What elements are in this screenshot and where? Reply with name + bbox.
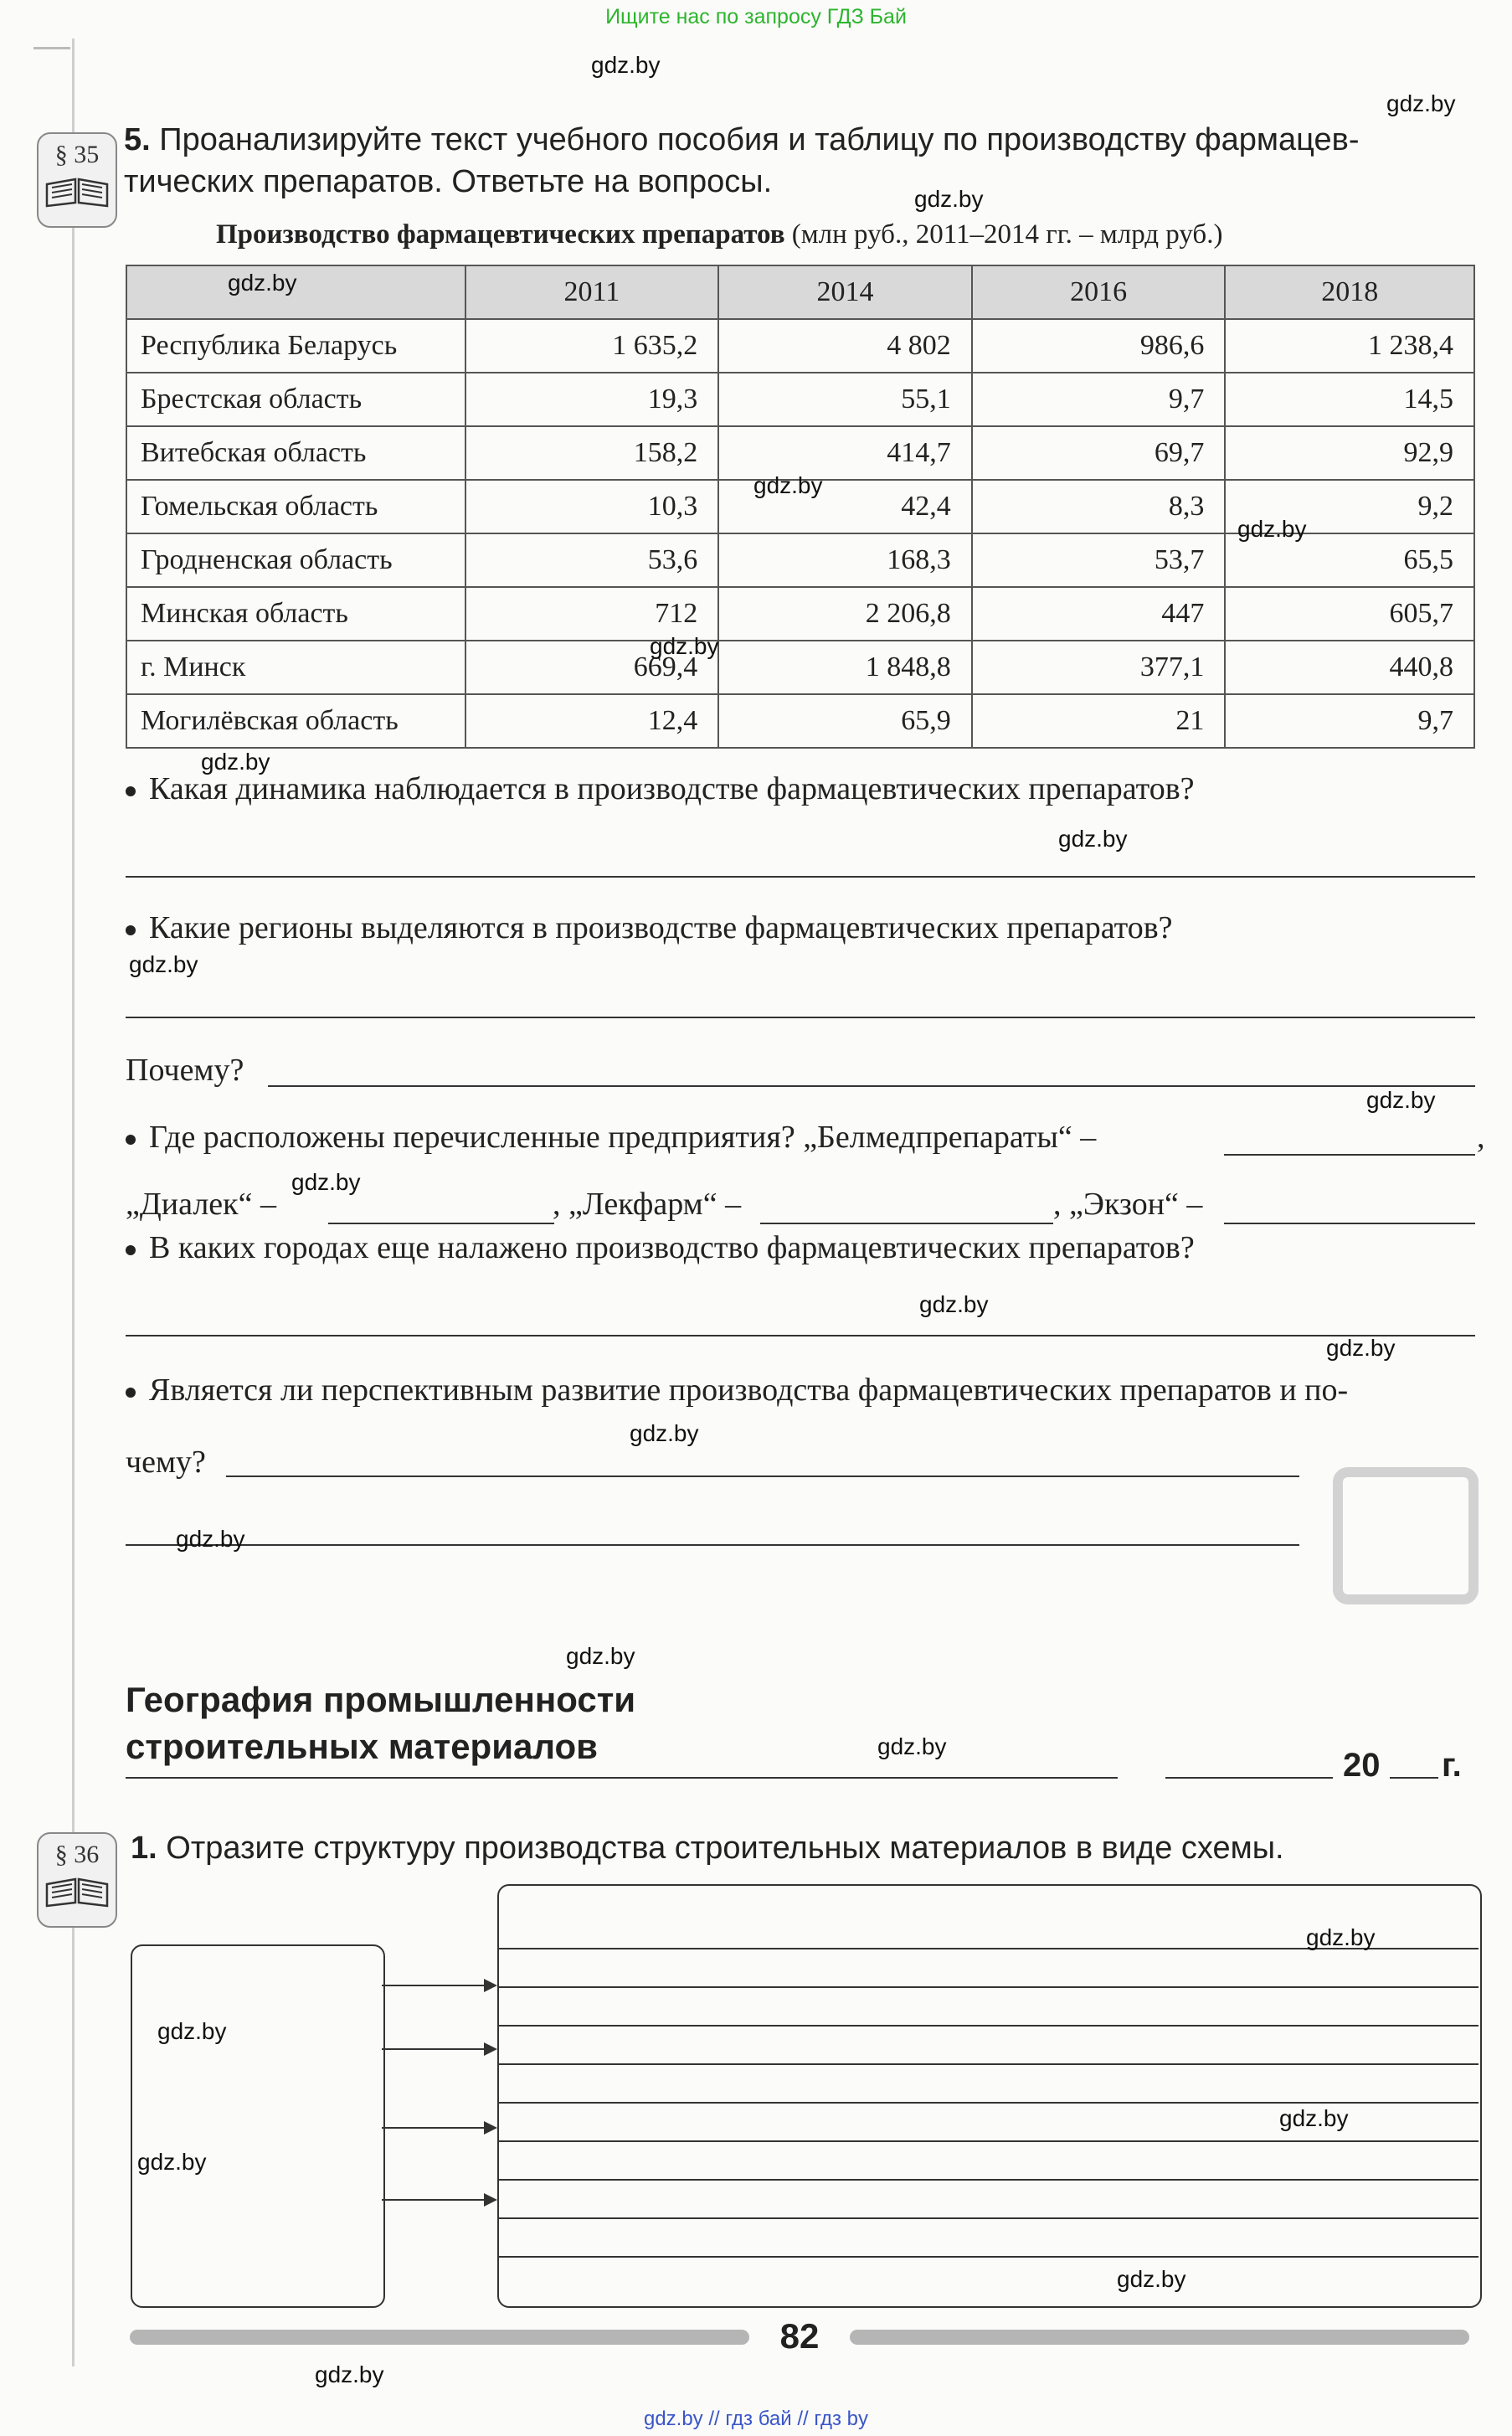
year-line[interactable] xyxy=(1390,1777,1438,1779)
task-1-text: Отразите структуру производства строительных материалов в виде схемы. xyxy=(166,1831,1284,1866)
region-name-cell: г. Минск xyxy=(126,641,465,694)
answer-line-why[interactable] xyxy=(268,1085,1475,1087)
value-cell: 414,7 xyxy=(718,426,972,480)
value-cell: 92,9 xyxy=(1225,426,1474,480)
arrow-right-icon xyxy=(484,2121,497,2135)
paragraph-number: § 35 xyxy=(54,141,100,168)
watermark: gdz.by xyxy=(129,951,198,977)
scheme-arrow-line xyxy=(382,2199,484,2201)
value-cell: 4 802 xyxy=(718,319,972,373)
scheme-answer-line[interactable] xyxy=(497,2256,1479,2258)
year-prefix: 20 xyxy=(1343,1747,1381,1784)
bullet xyxy=(126,786,136,796)
task-text-line2: тических препаратов. Ответьте на вопросы. xyxy=(124,164,773,199)
pharma-table xyxy=(126,265,1475,749)
header-cell-year: 2011 xyxy=(465,265,719,319)
table-row xyxy=(126,319,1474,373)
region-name-cell: Гомельская область xyxy=(126,480,465,533)
value-cell: 69,7 xyxy=(972,426,1226,480)
left-margin-line xyxy=(72,39,75,2366)
comma: , xyxy=(1477,1120,1485,1155)
scheme-answer-line[interactable] xyxy=(497,2217,1479,2219)
page-number: 82 xyxy=(779,2316,820,2356)
scheme-answer-line[interactable] xyxy=(497,2102,1479,2104)
table-caption-bold: Производство фармацевтических препаратов xyxy=(216,219,785,250)
watermark: gdz.by xyxy=(1326,1335,1396,1361)
bullet xyxy=(126,1135,136,1145)
bottom-banner[interactable]: gdz.by // гдз бай // гдз by xyxy=(643,2408,869,2430)
value-cell: 1 635,2 xyxy=(465,319,719,373)
answer-line-2[interactable] xyxy=(126,1017,1475,1018)
watermark: gdz.by xyxy=(877,1733,947,1759)
value-cell: 9,2 xyxy=(1225,480,1474,533)
value-cell: 605,7 xyxy=(1225,587,1474,641)
section-title-line2: строительных материалов xyxy=(126,1727,598,1766)
answer-line-4[interactable] xyxy=(126,1335,1475,1336)
arrow-right-icon xyxy=(484,2042,497,2056)
task-number: 5. xyxy=(124,122,151,157)
value-cell: 9,7 xyxy=(1225,694,1474,748)
task-text-line1: Проанализируйте текст учебного пособия и таблицу по производству фармацев- xyxy=(159,122,1360,157)
question-4-text: В каких городах еще налажено производство фармацевтических препаратов? xyxy=(149,1230,1195,1265)
page-bar-left xyxy=(130,2330,749,2345)
scheme-arrow-line xyxy=(382,1985,484,1986)
book-icon xyxy=(44,1874,111,1908)
watermark: gdz.by xyxy=(1279,2105,1349,2131)
question-1-text: Какая динамика наблюдается в производстве фармацевтических препаратов? xyxy=(149,771,1195,806)
book-icon xyxy=(44,174,111,208)
arrow-right-icon xyxy=(484,1979,497,1992)
watermark: gdz.by xyxy=(291,1169,361,1195)
scheme-answer-line[interactable] xyxy=(497,2025,1479,2027)
question-2 xyxy=(126,909,1173,946)
watermark: gdz.by xyxy=(591,52,661,78)
question-2-text: Какие регионы выделяются в производстве фармацевтических препаратов? xyxy=(149,910,1173,945)
paragraph-badge-36 xyxy=(37,1832,117,1928)
watermark: gdz.by xyxy=(157,2018,227,2044)
section-title xyxy=(126,1676,635,1770)
watermark: gdz.by xyxy=(919,1291,989,1317)
value-cell: 19,3 xyxy=(465,373,719,426)
watermark: gdz.by xyxy=(753,472,823,498)
question-2-why: Почему? xyxy=(126,1053,244,1088)
region-name-cell: Гродненская область xyxy=(126,533,465,587)
paragraph-badge-35 xyxy=(37,132,117,228)
value-cell: 986,6 xyxy=(972,319,1226,373)
watermark: gdz.by xyxy=(1386,90,1456,116)
value-cell: 447 xyxy=(972,587,1226,641)
bullet xyxy=(126,1245,136,1255)
section-date-line[interactable] xyxy=(126,1777,1118,1779)
watermark: gdz.by xyxy=(137,2149,207,2175)
header-cell-year: 2018 xyxy=(1225,265,1474,319)
region-name-cell: Могилёвская область xyxy=(126,694,465,748)
region-name-cell: Брестская область xyxy=(126,373,465,426)
value-cell: 14,5 xyxy=(1225,373,1474,426)
answer-line-belmed[interactable] xyxy=(1224,1154,1475,1156)
bleed-through-frame xyxy=(1333,1467,1479,1604)
value-cell: 712 xyxy=(465,587,719,641)
value-cell: 377,1 xyxy=(972,641,1226,694)
question-3-lekfarm: , „Лекфарм“ – xyxy=(553,1187,742,1222)
table-row xyxy=(126,694,1474,748)
answer-line-1[interactable] xyxy=(126,876,1475,878)
table-row xyxy=(126,587,1474,641)
watermark: gdz.by xyxy=(201,749,270,775)
date-day-line[interactable] xyxy=(1165,1777,1333,1779)
paragraph-number: § 36 xyxy=(54,1841,100,1868)
value-cell: 21 xyxy=(972,694,1226,748)
scheme-arrow-line xyxy=(382,2048,484,2050)
table-row xyxy=(126,373,1474,426)
question-3 xyxy=(126,1119,1096,1156)
table-caption xyxy=(216,219,1222,250)
arrow-right-icon xyxy=(484,2193,497,2207)
value-cell: 158,2 xyxy=(465,426,719,480)
watermark: gdz.by xyxy=(228,270,297,296)
header-cell-year: 2016 xyxy=(972,265,1226,319)
section-title-line1: География промышленности xyxy=(126,1680,636,1719)
question-3-text: Где расположены перечисленные предприятия? „Белмедпрепараты“ – xyxy=(149,1120,1097,1155)
region-name-cell: Республика Беларусь xyxy=(126,319,465,373)
value-cell: 2 206,8 xyxy=(718,587,972,641)
left-margin-mark xyxy=(33,47,70,49)
table-caption-rest: (млн руб., 2011–2014 гг. – млрд руб.) xyxy=(784,219,1223,250)
watermark: gdz.by xyxy=(1058,826,1128,852)
value-cell: 8,3 xyxy=(972,480,1226,533)
watermark: gdz.by xyxy=(914,186,984,212)
page-number-bar xyxy=(130,2316,1469,2356)
table-row xyxy=(126,641,1474,694)
question-3-dialek: „Диалек“ – xyxy=(126,1187,276,1222)
watermark: gdz.by xyxy=(315,2361,384,2387)
value-cell: 53,7 xyxy=(972,533,1226,587)
task-5 xyxy=(124,119,1480,203)
watermark: gdz.by xyxy=(630,1420,699,1446)
answer-line-lekfarm[interactable] xyxy=(760,1223,1053,1224)
question-4 xyxy=(126,1229,1195,1266)
value-cell: 9,7 xyxy=(972,373,1226,426)
scheme-answer-line[interactable] xyxy=(497,2063,1479,2065)
bullet xyxy=(126,1388,136,1398)
value-cell: 65,5 xyxy=(1225,533,1474,587)
value-cell: 42,4 xyxy=(718,480,972,533)
region-name-cell: Витебская область xyxy=(126,426,465,480)
value-cell: 1 848,8 xyxy=(718,641,972,694)
table-body xyxy=(126,265,1474,748)
year-suffix: г. xyxy=(1442,1747,1462,1784)
scheme-answer-line[interactable] xyxy=(497,1986,1479,1988)
watermark: gdz.by xyxy=(650,633,719,659)
scheme-answer-line[interactable] xyxy=(497,2179,1479,2181)
watermark: gdz.by xyxy=(1306,1924,1376,1950)
watermark: gdz.by xyxy=(1366,1087,1436,1113)
value-cell: 12,4 xyxy=(465,694,719,748)
task-number: 1. xyxy=(131,1831,157,1866)
watermark: gdz.by xyxy=(176,1526,245,1552)
region-name-cell: Минская область xyxy=(126,587,465,641)
value-cell: 669,4 xyxy=(465,641,719,694)
header-cell-year: 2014 xyxy=(718,265,972,319)
value-cell: 53,6 xyxy=(465,533,719,587)
scheme-answer-line[interactable] xyxy=(497,2140,1479,2142)
answer-line-ekzon[interactable] xyxy=(1224,1223,1475,1224)
scheme-left-box[interactable] xyxy=(131,1944,385,2308)
question-3-ekzon: , „Экзон“ – xyxy=(1053,1187,1203,1222)
scheme-arrow-line xyxy=(382,2127,484,2129)
task-1 xyxy=(131,1827,1470,1869)
page-bar-right xyxy=(850,2330,1469,2345)
watermark: gdz.by xyxy=(1237,516,1307,542)
watermark: gdz.by xyxy=(1117,2266,1186,2292)
bullet xyxy=(126,925,136,935)
top-banner[interactable]: Ищите нас по запросу ГДЗ Бай xyxy=(605,5,907,28)
value-cell: 1 238,4 xyxy=(1225,319,1474,373)
answer-line-5a[interactable] xyxy=(226,1476,1299,1477)
question-1 xyxy=(126,770,1195,807)
value-cell: 55,1 xyxy=(718,373,972,426)
question-5-text: Является ли перспективным развитие производства фармацевтических препаратов и по- xyxy=(149,1373,1349,1408)
value-cell: 440,8 xyxy=(1225,641,1474,694)
question-5-cont: чему? xyxy=(126,1445,206,1480)
question-5 xyxy=(126,1372,1348,1409)
answer-line-dialek[interactable] xyxy=(328,1223,554,1224)
value-cell: 10,3 xyxy=(465,480,719,533)
watermark: gdz.by xyxy=(566,1643,635,1669)
value-cell: 65,9 xyxy=(718,694,972,748)
answer-line-5b[interactable] xyxy=(126,1544,1299,1546)
table-header-row xyxy=(126,265,1474,319)
value-cell: 168,3 xyxy=(718,533,972,587)
